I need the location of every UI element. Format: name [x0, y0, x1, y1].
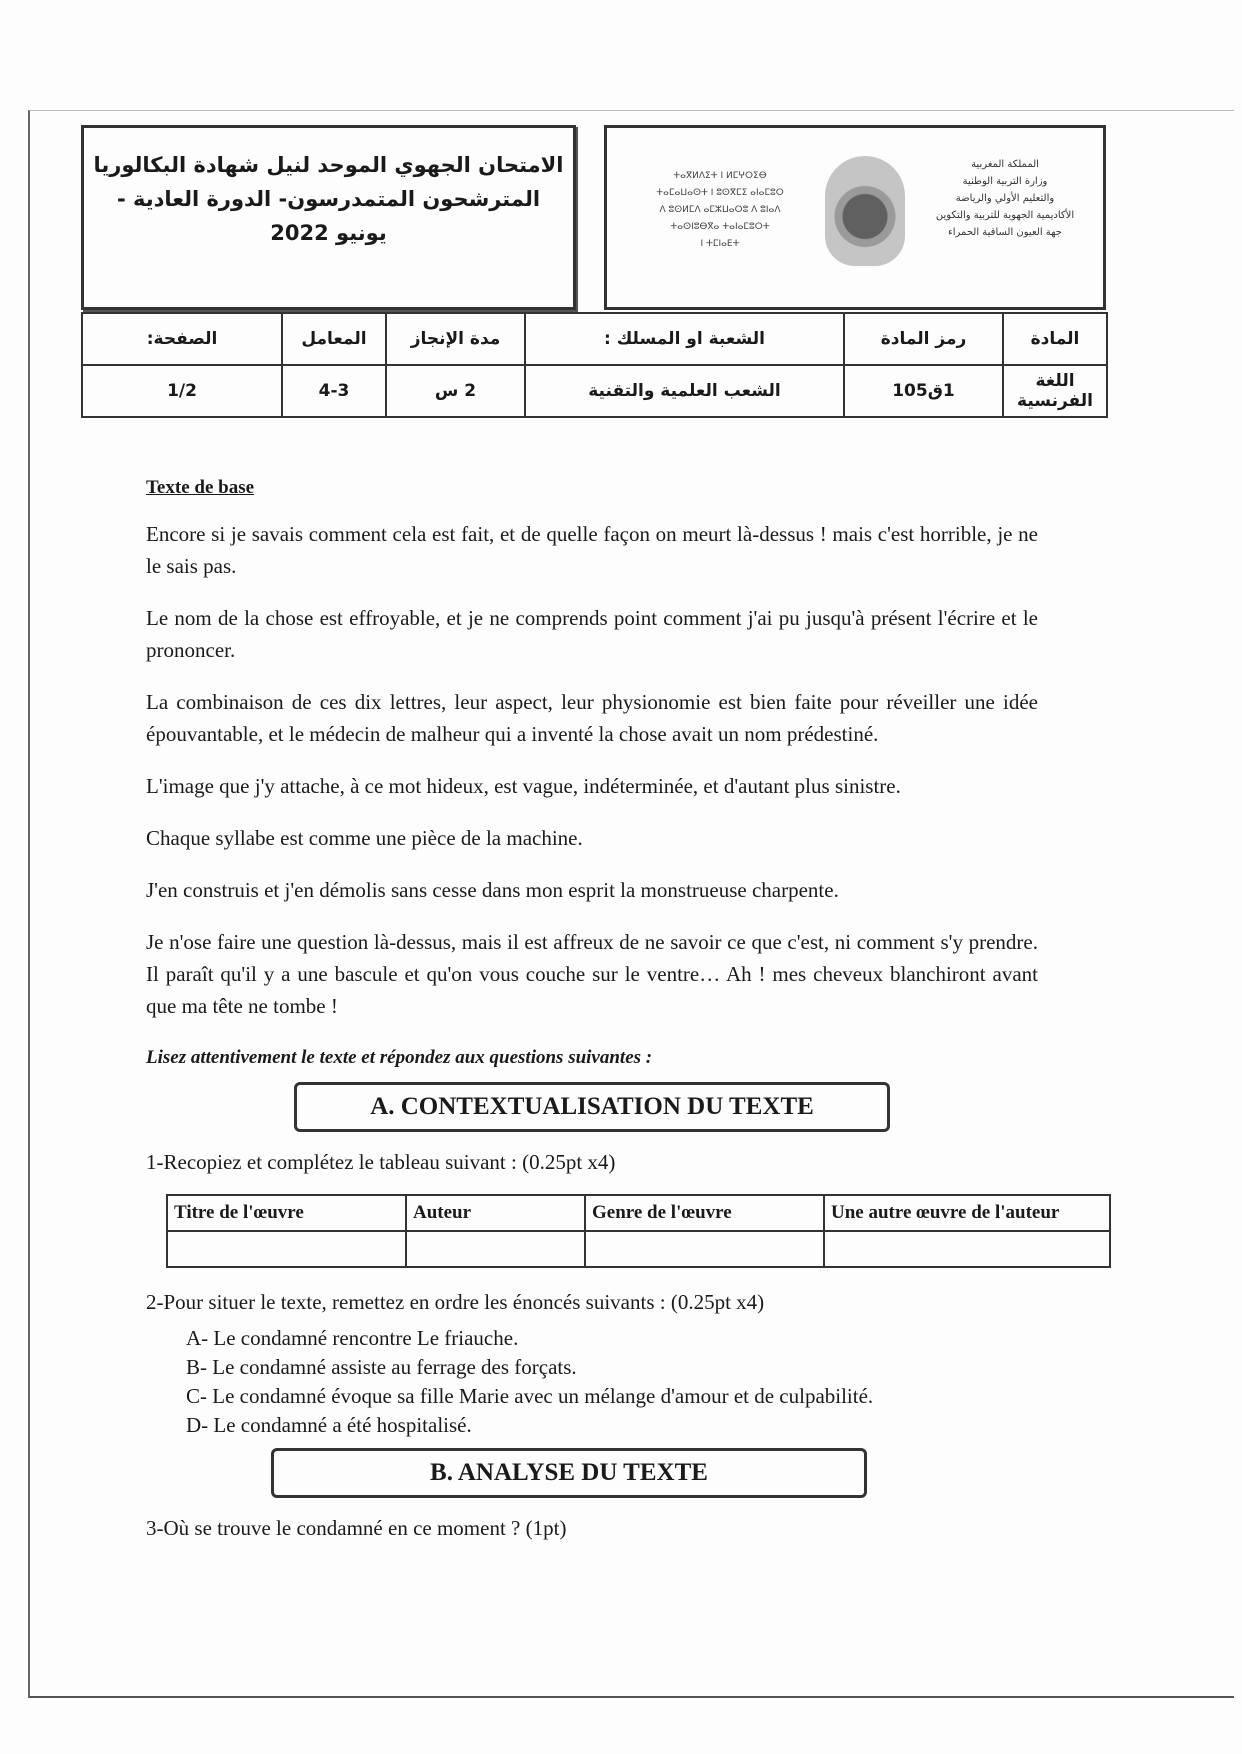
tifinagh-line: ⴷ ⵓⵙⵍⵎⴷ ⴰⵎⵣⵡⴰⵔⵓ ⴷ ⵓⵏⴰⴷ: [659, 205, 781, 215]
answer-cell[interactable]: [406, 1231, 585, 1267]
meta-value: 4-3: [282, 365, 386, 417]
col-title: Titre de l'œuvre: [167, 1195, 406, 1231]
exam-content: [146, 472, 1060, 1550]
meta-value: 1/2: [82, 365, 282, 417]
question-3: 3-Où se trouve le condamné en ce moment ? (1pt): [146, 1516, 567, 1540]
paragraph: L'image que j'y attache, à ce mot hideux, est vague, indéterminée, et d'autant plus sinistre.: [146, 774, 901, 798]
option: A- Le condamné rencontre Le friauche.: [186, 1326, 519, 1350]
answer-cell[interactable]: [824, 1231, 1110, 1267]
tifinagh-line: ⵏ ⵜⵎⵏⴰⴹⵜ: [700, 239, 740, 249]
meta-header: مدة الإنجاز: [386, 313, 525, 365]
meta-header: الصفحة:: [82, 313, 282, 365]
answer-table: [166, 1194, 1111, 1268]
answer-cell[interactable]: [585, 1231, 824, 1267]
question-1: 1-Recopiez et complétez le tableau suivant : (0.25pt x4): [146, 1150, 616, 1174]
meta-header: المادة: [1003, 313, 1107, 365]
paragraph: Le nom de la chose est effroyable, et je ne comprends point comment j'ai pu jusqu'à présent l'écrire et le prononcer.: [146, 606, 1038, 662]
paragraph: Je n'ose faire une question là-dessus, mais il est affreux de ne savoir ce que c'est, ni comment s'y prendre. Il paraît qu'il y a une bascule et qu'on vous couche sur le ventre… Ah ! mes cheveux blanchiront avant que ma tête ne tombe !: [146, 930, 1038, 1018]
exam-title-box: [81, 125, 576, 310]
tifinagh-text: [635, 168, 805, 253]
col-genre: Genre de l'œuvre: [585, 1195, 824, 1231]
ministry-line: والتعليم الأولي والرياضة: [955, 193, 1055, 204]
answer-table-header: [167, 1195, 1110, 1231]
ministry-line: الأكاديمية الجهوية للتربية والتكوين: [935, 210, 1075, 221]
answer-cell[interactable]: [167, 1231, 406, 1267]
paragraph: J'en construis et j'en démolis sans cesse dans mon esprit la monstrueuse charpente.: [146, 878, 839, 902]
meta-header: الشعبة او المسلك :: [525, 313, 844, 365]
section-b-heading: B. ANALYSE DU TEXTE: [271, 1448, 867, 1498]
coat-of-arms-icon: [825, 156, 905, 266]
answer-table-row: [167, 1231, 1110, 1267]
option: B- Le condamné assiste au ferrage des forçats.: [186, 1355, 577, 1379]
option: D- Le condamné a été hospitalisé.: [186, 1413, 472, 1437]
exam-title-line: يونيو 2022: [270, 221, 387, 245]
exam-meta-table: [81, 312, 1108, 418]
option: C- Le condamné évoque sa fille Marie avec un mélange d'amour et de culpabilité.: [186, 1384, 874, 1408]
question-2: 2-Pour situer le texte, remettez en ordre les énoncés suivants : (0.25pt x4): [146, 1290, 765, 1314]
meta-value: 1ق105: [844, 365, 1003, 417]
tifinagh-line: ⵜⴰⴳⵍⴷⵉⵜ ⵏ ⵍⵎⵖⵔⵉⴱ: [673, 171, 767, 181]
institution-logo-box: [604, 125, 1106, 310]
ministry-line: المملكة المغربية: [971, 159, 1039, 170]
base-text-heading: Texte de base: [146, 477, 255, 498]
section-a-heading: A. CONTEXTUALISATION DU TEXTE: [294, 1082, 890, 1132]
exam-title-line: المترشحون المتمدرسون- الدورة العادية -: [116, 187, 541, 211]
ministry-line: وزارة التربية الوطنية: [962, 176, 1048, 187]
paragraph: Chaque syllabe est comme une pièce de la machine.: [146, 826, 583, 850]
meta-value-row: [82, 365, 1107, 417]
paragraph: La combinaison de ces dix lettres, leur aspect, leur physionomie est bien faite pour réveiller une idée épouvantable, et le médecin de malheur qui a inventé la chose avait un nom prédestiné.: [146, 690, 1038, 746]
col-other-work: Une autre œuvre de l'auteur: [824, 1195, 1110, 1231]
tifinagh-line: ⵜⴰⵙⵏⵓⴱⴳⴰ ⵜⴰⵏⴰⵎⵓⵔⵜ: [670, 222, 770, 232]
meta-value: 2 س: [386, 365, 525, 417]
paragraph: Encore si je savais comment cela est fait, et de quelle façon on meurt là-dessus ! mais c'est horrible, je ne le sais pas.: [146, 522, 1038, 578]
meta-header: رمز المادة: [844, 313, 1003, 365]
exam-title-line: الامتحان الجهوي الموحد لنيل شهادة البكالوريا: [93, 153, 564, 177]
meta-value: الشعب العلمية والتقنية: [525, 365, 844, 417]
col-author: Auteur: [406, 1195, 585, 1231]
ordering-options: [186, 1324, 1038, 1440]
meta-header: المعامل: [282, 313, 386, 365]
instruction: Lisez attentivement le texte et répondez aux questions suivantes :: [146, 1047, 653, 1068]
meta-header-row: [82, 313, 1107, 365]
meta-value: اللغة الفرنسية: [1003, 365, 1107, 417]
tifinagh-line: ⵜⴰⵎⴰⵡⴰⵙⵜ ⵏ ⵓⵙⴳⵎⵉ ⴰⵏⴰⵎⵓⵔ: [656, 188, 784, 198]
ministry-line: جهة العيون الساقية الحمراء: [948, 227, 1062, 238]
ministry-text: [925, 156, 1085, 241]
